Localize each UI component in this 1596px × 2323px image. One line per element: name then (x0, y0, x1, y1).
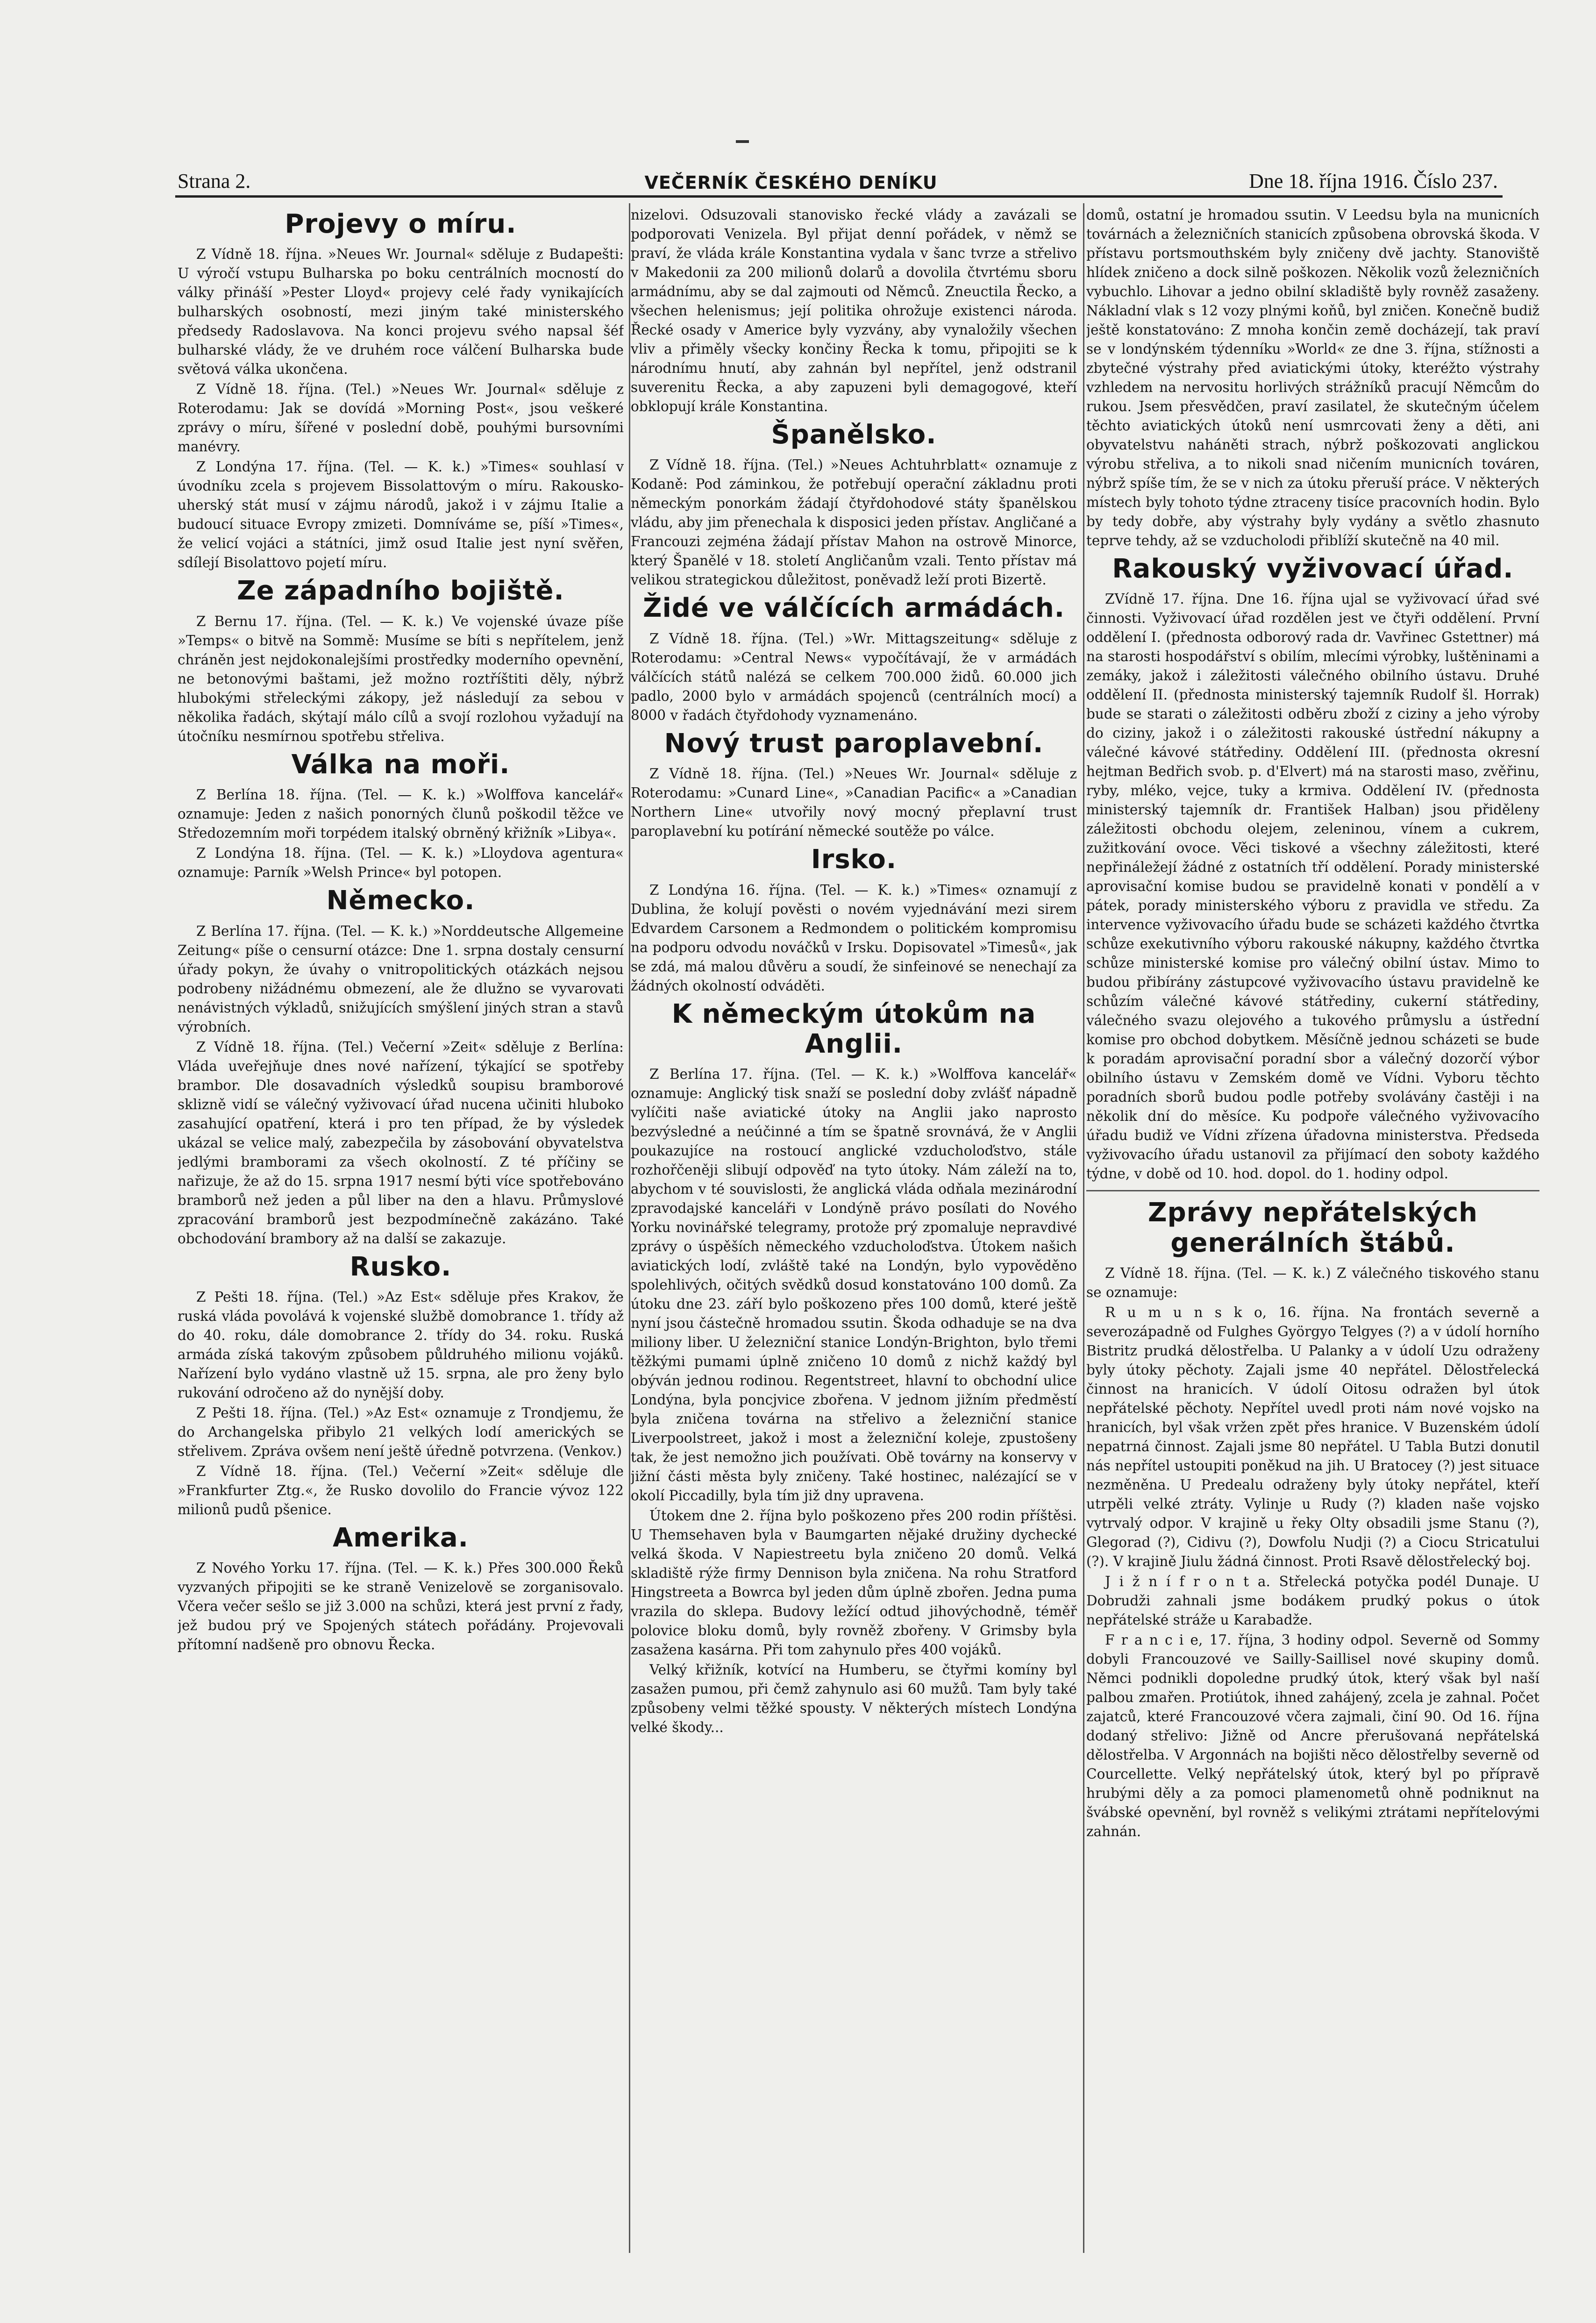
section-rule (1086, 1190, 1539, 1191)
column-divider (1083, 203, 1084, 2253)
column-right (1086, 206, 1539, 2272)
article-heading: Válka na moři. (291, 749, 510, 780)
article-paragraph: Z Berlína 17. října. (Tel. — K. k.) »Norddeutsche Allgemeine Zeitung« píše o censurní otázce: Dne 1. srpna dostaly censurní úřady pokyn, že úvahy o vnitropolitických otázkách nejsou podrobeny nižádnému obmezení, ale že dlužno se vyvarovati nenávistných výkladů, snižujících smýšlení jiných stran a stavů výrobních. (178, 923, 624, 1035)
article-paragraph: Z Vídně 18. října. (Tel.) »Wr. Mittagszeitung« sděluje z Roterodamu: »Central News« vypočítávají, že v armádách válčících států nalézá se celkem 700.000 židů. 60.000 jich padlo, 2000 bylo v armádách spojenců (centrálních mocí) a 8000 v řadách čtyřdohody vyznamenáno. (631, 630, 1077, 723)
article-heading: Rakouský vyživovací úřad. (1112, 554, 1514, 584)
article-paragraph: Z Vídně 18. října. (Tel.) Večerní »Zeit« sděluje z Berlína: Vláda uveřejňuje dnes nové nařízení, týkající se spotřeby brambor. Dle dosavadních výsledků soupisu bramborové sklizně vidí se válečný vyživovací úřad nucena učiniti hluboko zasahující opatření, která i pro ten případ, že by výsledek ukázal se velice malý, zabezpečila by zásobování obyvatelstva jedlými bramborami za všech okolností. Z té příčiny se nařizuje, že až do 15. srpna 1917 nesmí býti více spotřebováno bramborů než jeden a půl liber na den a hlavu. Průmyslové zpracování bramborů jest bezpodmínečně zakázáno. Také obchodování brambory až na další se zakazuje. (178, 1039, 624, 1247)
article-rusko (178, 1252, 624, 1519)
article-paragraph: Z Vídně 18. října. (Tel. — K. k.) Z válečného tiskového stanu se oznamuje: (1086, 1265, 1539, 1301)
article-k-nemeckym-utokum (631, 999, 1077, 1738)
article-paragraph: Z Vídně 18. října. (Tel.) »Neues Wr. Journal« sděluje z Roterodamu: Jak se dovídá »Morning Post«, jsou veškeré zprávy o míru, šířené v poslední době, pouhými bursovními manévry. (178, 381, 624, 455)
article-paragraph: ZVídně 17. října. Dne 16. října ujal se vyživovací úřad své činnosti. Vyživovací úřad rozdělen jest ve čtyři oddělení. První oddělení I. (přednosta odborový rada dr. Vavřinec Gstettner) má na starosti hospodářství s obilím, mlecími výrobky, luštěninami a zemáky, jakož i záležitosti válečného obilního ústavu. Druhé oddělení II. (přednosta ministerský tajemník Rudolf šl. Horrak) bude se starati o záležitosti odběru zboží z ciziny a jeho výroby do ciziny, jakož i o záležitosti rakouské ústřední nákupny a válečné kávové státřediny. Oddělení III. (přednosta okresní hejtman Bedřich svob. p. d'Elvert) má na starosti maso, zvěřinu, ryby, mléko, vejce, tuky a krmiva. Oddělení IV. (přednosta ministerský tajemník dr. František Halban) jsou přiděleny záležitosti obchodu olejem, zeleninou, vínem a cukrem, zužitkování ovoce. Věci tiskové a všechny záležitosti, které nepřináležejí žádné z ostatních tří oddělení. Porady ministerské aprovisační komise budou se pravidelně konati v pondělí a v pátek, porady ministerského výboru z pravidla ve středu. Za intervence vyživovacího úřadu bude se scházeti každého čtvrtka schůze exekutivního výboru rakouské nákupny, každého čtvrtka schůze ministerské komise pro válečný obilní ústav. Mimo to budou přibírány zástupcové vyživovacího ústavu pravidelně ke schůzím válečné kávové státřediny, cukerní státřediny, válečného svazu olejového a tukového průmyslu a ústřední komise pro obchod dobytkem. Měsíčně jednou scházeti se bude k poradám aprovisační poradní sbor a válečný dozorčí výbor obilního ústavu v Zemském domě ve Vídni. Vyboru těchto poradních sborů budou podle potřeby svolávány častěji i na několik dní do měsíce. Ku podpoře válečného vyživovacího úřadu budiž ve Vídni zřízena úřadovna ministerstva. Předseda vyživovacího úřadu ustanovil za přijímací den soboty každého týdne, v době od 10. hod. dopol. do 1. hodiny odpol. (1086, 591, 1539, 1182)
article-paragraph: domů, ostatní je hromadou ssutin. V Leedsu byla na municních továrnách a železničních stanicích způsobena obrovská škoda. V přístavu portsmouthském byly zničeny dvě jachty. Stanoviště hlídek zničeno a dock silně poškozen. Několik vozů železničních vybuchlo. Lihovar a jedno obilní skladiště byly rovněž zasaženy. Nákladní vlak s 12 vozy plnými koňů, byl zničen. Konečně budiž ještě konstatováno: Z mnoha končin země docházejí, tak praví se v londýnském týdenníku »World« ze dne 3. října, stížnosti a zbytečné výstrahy před aviatickými útoky, kteréžto výstrahy vzhledem na nervositu horlivých strážníků pracují Němcům do rukou. Jsem přesvědčen, praví zasilatel, že skutečným účelem těchto aviatických útoků není usmrcovati ženy a děti, ani obyvatelstvu naháněti strach, nýbrž poškozovati anglickou výrobu střeliva, a to nikoli snad ničením municních továren, nýbrž spíše tím, že se v nich za útoku přeruší práce. V některých místech byly tohoto týdne ztraceny tisíce pracovních hodin. Bylo by tedy dobře, aby výstrahy byly vydány a světlo zhasnuto teprve tehdy, až se vzducholodi přiblíží skutečně na 40 mil. (1086, 207, 1539, 549)
article-spanelsko (631, 420, 1077, 590)
article-continuation (1086, 206, 1539, 550)
top-dash-mark (736, 140, 749, 143)
article-heading: Nový trust paroplavební. (664, 728, 1044, 759)
article-heading: Rusko. (349, 1251, 452, 1282)
article-paragraph: Velký křižník, kotvící na Humberu, se čtyřmi komíny byl zasažen pumou, při čemž zahynulo asi 60 mužů. Tam byly také způsobeny velmi těžké spousty. V některých místech Londýna velké škody... (631, 1662, 1077, 1736)
column-divider (629, 203, 630, 2253)
date-issue: Dne 18. října 1916. Číslo 237. (1249, 170, 1498, 192)
article-heading: Německo. (326, 885, 475, 916)
article-paragraph: J i ž n í f r o n t a. Střelecká potyčka podél Dunaje. U Dobrudži zahnali jsme bodákem prudký pokus o útok nepřátelské stráže u Karabadže. (1086, 1574, 1539, 1628)
article-heading: K německým útokům na Anglii. (671, 998, 1036, 1059)
article-amerika (178, 1523, 624, 1654)
article-paragraph: Z Londýna 17. října. (Tel. — K. k.) »Times« souhlasí v úvodníku zcela s projevem Bissolattovým o míru. Rakousko-uherský stát musí v zájmu národů, jakož i v zájmu Italie a budoucí situace Evropy zmizeti. Domníváme se, píší »Times«, že velicí vojáci a státníci, jimž osud Italie jest nyní svěřen, sdílejí Bisolattovo pojetí míru. (178, 459, 624, 571)
article-paragraph: Z Nového Yorku 17. října. (Tel. — K. k.) Přes 300.000 Řeků vyzvaných připojiti se ke straně Venizelově se zorganisovalo. Včera večer sešlo se již 3.000 na schůzi, která jest první z řady, jež budou prý ve Spojených státech pořádány. Projevovali přítomní nadšeně pro obnovu Řecka. (178, 1560, 624, 1653)
article-novy-trust-paroplavebni (631, 729, 1077, 841)
article-zide-ve-valcicich-armadach (631, 593, 1077, 725)
header-rule (175, 195, 1503, 198)
article-paragraph: Z Pešti 18. října. (Tel.) »Az Est« sděluje přes Krakov, že ruská vláda povolává k vojenské službě domobrance 1. třídy až do 40. roku, dále domobrance 2. třídy do 34. roku. Ruská armáda získá takovým způsobem půldruhého milionu vojáků. Nařízení bylo vydáno vlastně už 15. srpna, ale pro ženy bylo rukování odročeno až do nynější doby. (178, 1289, 624, 1401)
article-paragraph: R u m u n s k o, 16. října. Na frontách severně a severozápadně od Fulghes Györgyo Telgyes (?) a v údolí horního Bistritz prudká dělostřelba. U Palanky a v údolí Uzu odraženy byly útoky pěchoty. Zajali jsme 40 nepřátel. Dělostřelecká činnost na hranicích. V údolí Oitosu odražen byl útok nepřátelské pěchoty. Nepřítel uvedl proti nám nové vojsko na hranicích, byl však vržen zpět přes hranice. V Buzenském údolí nepatrná činnost. Zajali jsme 80 nepřátel. U Tabla Butzi donutil nás nepřítel ustoupiti poněkud na jih. U Bratocey (?) jest situace nezměněna. U Predealu odraženy byly útoky nepřátel, kteří utrpěli velké ztráty. Vylinje u Rudy (?) kladen naše vojsko vytrvalý odpor. V krajině u řeky Olty obsadili jsme Stanu (?), Glegorad (?), Cidivu (?), Dowfolu Nudji (?) a Ciocu Stricatului (?). V krajině Jiulu žádná činnost. Proti Rsavě dělostřelecký boj. (1086, 1304, 1539, 1570)
article-paragraph: nizelovi. Odsuzovali stanovisko řecké vlády a zavázali se podporovati Venizela. Byl přijat denní pořádek, v němž se praví, že vláda krále Konstantina vydala v šanc tvrze a střelivo v Makedonii za 200 milionů dolarů a dovolila čtvrtému sboru armádnímu, aby se dal zajmouti od Němců. Zneuctila Řecko, a všechen helenismus; její politika ohrožuje existenci národa. Řecké osady v Americe byly vyzvány, aby vynaložily všechen vliv a přiměly všecky končiny Řecka k tomu, připojiti se k národnímu hnutí, aby zahnán byl nepřítel, jenž odstranil suverenitu Řecka, a aby zapuzeni byli demagogové, kteří obklopují krále Konstantina. (631, 207, 1077, 414)
article-paragraph: Z Pešti 18. října. (Tel.) »Az Est« oznamuje z Trondjemu, že do Archangelska přibylo 21 velkých lodí amerických se střelivem. Zpráva ovšem není ještě úředně potvrzena. (Venkov.) (178, 1404, 624, 1459)
article-paragraph: Z Londýna 18. října. (Tel. — K. k.) »Lloydova agentura« oznamuje: Parník »Welsh Prince« byl potopen. (178, 845, 624, 881)
article-nemecko (178, 886, 624, 1248)
article-paragraph: F r a n c i e, 17. října, 3 hodiny odpol. Severně od Sommy dobyli Francouzové ve Sailly-Saillisel nové skupiny domů. Němci podnikli dopoledne prudký útok, který však byl naší palbou zmařen. Protiútok, ihned zahájený, zcela je zahnal. Počet zajatců, které Francouzové včera zajmali, činí 90. Od 16. října dodaný střelivo: Jižně od Ancre přerušovaná nepřátelská dělostřelba. V Argonnách na bojišti něco dělostřelby severně od Courcellette. Velký nepřátelský útok, který byl po přípravě hrubými děly a za pomoci plamenometů ohně podniknut na švábské opevnění, byl rovněž s velikými ztrátami nepřítelovými zahnán. (1086, 1632, 1539, 1840)
newspaper-title: VEČERNÍK ČESKÉHO DENÍKU (644, 172, 938, 193)
article-paragraph: Z Berlína 17. října. (Tel. — K. k.) »Wolffova kancelář« oznamuje: Anglický tisk snaží se poslední doby zvlášť nápadně vylíčiti naše aviatické útoky na Anglii jako naprosto bezvýsledné a neúčinné a tím se špatně srovnává, že v Anglii poukazujíce na rostoucí anglické vzducholoďstvo, stále rozhořčeněji slibují odpověď na tyto útoky. Nám záleží na to, abychom v té souvislosti, že anglická vláda odňala mezinárodní zpravodajské kanceláři v Londýně právo posílati do Nového Yorku novinářské telegramy, protože prý zpomaluje nepravdivé zprávy o úspěších německého vzducholoďstva. Útokem našich aviatických lodí, zvláště také na Londýn, bylo vypověděno spolehlivých, očitých svědků dosud konstatováno 100 domů. Za útoku dne 23. září bylo poškozeno přes 100 domů, které ještě nyní jsou částečně hromadou ssutin. Škoda odhaduje se na dva miliony liber. U železniční stanice Londýn-Brighton, bylo třemi těžkými pumami úplně zničeno 10 domů z nichž každý byl obýván jednou rodinou. Regentstreet, hlavní to obchodní ulice Londýna, byla poncjvice zbořena. V jednom jižním předměstí byla zničena továrna na střelivo a železniční stanice Liverpoolstreet, jakož i most a železniční koleje, zpustošeny tak, že jest nemožno jich používati. Obě továrny na konservy v jižní části města byly zničeny. Také hostinec, nalézající se v okolí Piccadilly, byla tím již dny upravena. (631, 1066, 1077, 1504)
article-heading: Irsko. (811, 844, 897, 875)
article-paragraph: Z Berlína 18. října. (Tel. — K. k.) »Wolffova kancelář« oznamuje: Jeden z našich ponorných člunů poškodil těžce ve Středozemním moři torpédem italský obrněný křižník »Libya«. (178, 787, 624, 841)
article-paragraph: Z Vídně 18. října. (Tel.) »Neues Wr. Journal« sděluje z Roterodamu: »Cunard Line«, »Canadian Pacific« a »Canadian Northern Line« utvořily nový mocný přeplavní trust paroplavební ku potírání německé soutěže po válce. (631, 766, 1077, 840)
article-projevy-o-miru (178, 209, 624, 572)
article-heading: Zprávy nepřátelských generálních štábů. (1147, 1197, 1478, 1258)
article-heading: Židé ve válčících armádách. (643, 593, 1065, 624)
article-heading: Ze západního bojiště. (237, 576, 564, 606)
article-heading: Amerika. (333, 1522, 469, 1553)
article-paragraph: Z Bernu 17. října. (Tel. — K. k.) Ve vojenské úvaze píše »Temps« o bitvě na Sommě: Musíme se bíti s nepřítelem, jenž chráněn jest nejdokonalejšími prostředky moderního opevnění, ne betonovými baštami, jež možno roztříštiti děly, nýbrž hlubokými střeleckými zákopy, jež následují za sebou v několika řadách, skýtají málo cílů a svojí rozlohou vyžadují na útočníku nesmírnou spotřebu střeliva. (178, 613, 624, 744)
article-ze-zapadniho-bojiste (178, 576, 624, 746)
article-continuation (631, 206, 1077, 416)
article-zpravy-generalnich-stabu (1086, 1198, 1539, 1841)
page-label: Strana 2. (178, 170, 251, 192)
page-header (178, 159, 1498, 192)
article-rakousky-vyzivovaci-urad (1086, 554, 1539, 1183)
column-middle (631, 206, 1077, 2272)
article-paragraph: Z Vídně 18. října. (Tel.) Večerní »Zeit« sděluje dle »Frankfurter Ztg.«, že Rusko dovolilo do Francie vývoz 122 milionů pudů pšenice. (178, 1463, 624, 1518)
article-heading: Španělsko. (771, 420, 937, 450)
article-paragraph: Útokem dne 2. října bylo poškozeno přes 200 rodin příštěsi. U Themsehaven byla v Baumgarten nějaké družiny dychecké velká škoda. V Napiestreetu byla zničeno 20 domů. Velká skladiště rýže firmy Dennison byla zničena. Na rohu Stratford Hingstreeta a Bowrca byl jeden dům úplně zbořen. Jedna puma vrazila do sklepa. Budovy ležící odtud jihovýchodně, téměř polovice bloku domů, byly rovněž zbořeny. V Grimsby byla zasažena kasárna. Při tom zahynulo přes 400 vojáků. (631, 1508, 1077, 1658)
article-paragraph: Z Vídně 18. října. »Neues Wr. Journal« sděluje z Budapešti: U výročí vstupu Bulharska po boku centrálních mocností do války přináší »Pester Lloyd« projevy celé řady vynikajících bulharských osobností, mezi jiným také ministerského předsedy Radoslavova. Na konci projevu svého napsal šéf bulharské vlády, že ve druhém roce válčení Bulharska bude světová válka ukončena. (178, 246, 624, 378)
article-irsko (631, 845, 1077, 995)
column-left (178, 206, 624, 2272)
article-heading: Projevy o míru. (285, 209, 517, 239)
article-valka-na-mori (178, 750, 624, 882)
article-paragraph: Z Vídně 18. října. (Tel.) »Neues Achtuhrblatt« oznamuje z Kodaně: Pod záminkou, že potřebují operační základnu proti německým ponorkám žádají čtyřdohodové státy španělskou vládu, aby jim přenechala k disposici jeden přístav. Angličané a Francouzi zejména žádají přístav Mahon na ostrově Minorce, který Španělé v 18. století Angličanům vzali. Tento přístav má velikou strategickou důležitost, poněvadž leží proti Bizertě. (631, 457, 1077, 588)
article-paragraph: Z Londýna 16. října. (Tel. — K. k.) »Times« oznamují z Dublina, že kolují pověsti o novém vyjednávání mezi sirem Edvardem Carsonem a Redmondem o politickém kompromisu na podporu odvodu nováčků v Irsku. Dopisovatel »Timesů«, jak se zdá, má malou důvěru a soudí, že sinfeinové se nenechají za žádných okolností odváděti. (631, 882, 1077, 994)
